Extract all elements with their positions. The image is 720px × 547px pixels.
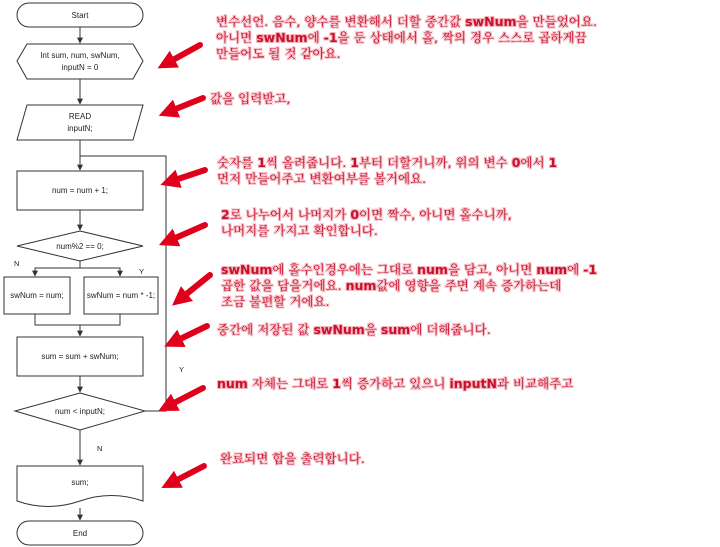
annotation-loop-check (217, 376, 573, 392)
annotation-line: 만들어도 될 것 같아요. (216, 46, 341, 61)
sw-yes-label: swNum = num * -1; (86, 291, 156, 300)
sum-label: sum = sum + swNum; (41, 352, 119, 361)
mod-check-label: num%2 == 0; (56, 242, 104, 251)
annotation-declare (216, 14, 597, 62)
callout-arrow-3 (175, 170, 205, 180)
increment-label: num = num + 1; (51, 186, 109, 195)
branch-no-label: N (14, 259, 20, 268)
annotation-line: 2로 나누어서 나머지가 0이면 짝수, 아니면 홀수니까, (221, 207, 512, 222)
callout-arrow-8 (175, 466, 204, 481)
callout-arrow-4 (173, 225, 205, 239)
annotation-increment (217, 155, 557, 187)
annotation-line: swNum에 홀수인경우에는 그대로 num을 담고, 아니면 num에 -1 (221, 262, 598, 277)
loop-check-label: num < inputN; (54, 407, 106, 416)
callout-arrow-5 (184, 275, 210, 296)
annotation-branch (221, 262, 597, 310)
annotation-output (220, 451, 365, 467)
loop-yes-label: Y (179, 365, 185, 374)
annotation-mod-check (221, 207, 512, 239)
read-label-2: inputN; (67, 124, 93, 133)
annotation-line: 중간에 저장된 값 swNum을 sum에 더해줍니다. (217, 322, 491, 337)
declare-node (17, 44, 143, 79)
annotation-line: 나머지를 가지고 확인합니다. (221, 223, 378, 238)
annotation-line: 완료되면 합을 출력합니다. (220, 451, 365, 466)
annotation-line: 값을 입력받고, (210, 91, 291, 106)
read-label-1: READ (68, 112, 92, 121)
read-node (17, 105, 143, 140)
start-label: Start (71, 11, 89, 20)
declare-label-2: inputN = 0 (61, 63, 99, 72)
annotation-line: 변수선언. 음수, 양수를 변환해서 더할 중간값 swNum을 만들었어요. (216, 14, 597, 29)
callout-arrow-7 (172, 388, 203, 404)
annotation-line: 조금 불편할 거에요. (221, 294, 330, 309)
callout-arrow-1 (171, 45, 200, 61)
sw-no-label: swNum = num; (10, 291, 64, 300)
annotation-line: 먼저 만들어주고 변환여부를 볼거에요. (217, 171, 427, 186)
annotation-line: 곱한 값을 담을거에요. num값에 영향을 주면 계속 증가하는데 (221, 278, 562, 293)
branch-yes-label: Y (139, 267, 145, 276)
declare-label-1: Int sum, num, swNum, (40, 51, 120, 60)
annotation-line: 숫자를 1씩 올려줍니다. 1부터 더할거니까, 위의 변수 0에서 1 (217, 155, 558, 170)
callout-arrow-2 (173, 98, 203, 110)
annotation-line: 아니면 swNum에 -1을 둔 상태에서 홀, 짝의 경우 스스로 곱하게끔 (216, 30, 587, 45)
annotation-line: num 자체는 그대로 1씩 증가하고 있으니 inputN과 비교해주고 (217, 376, 574, 391)
output-label: sum; (71, 478, 89, 487)
end-label: End (72, 529, 88, 538)
loop-no-label: N (97, 444, 103, 453)
annotation-read (210, 91, 290, 107)
annotation-sum (217, 322, 491, 338)
callout-arrow-6 (178, 326, 207, 340)
